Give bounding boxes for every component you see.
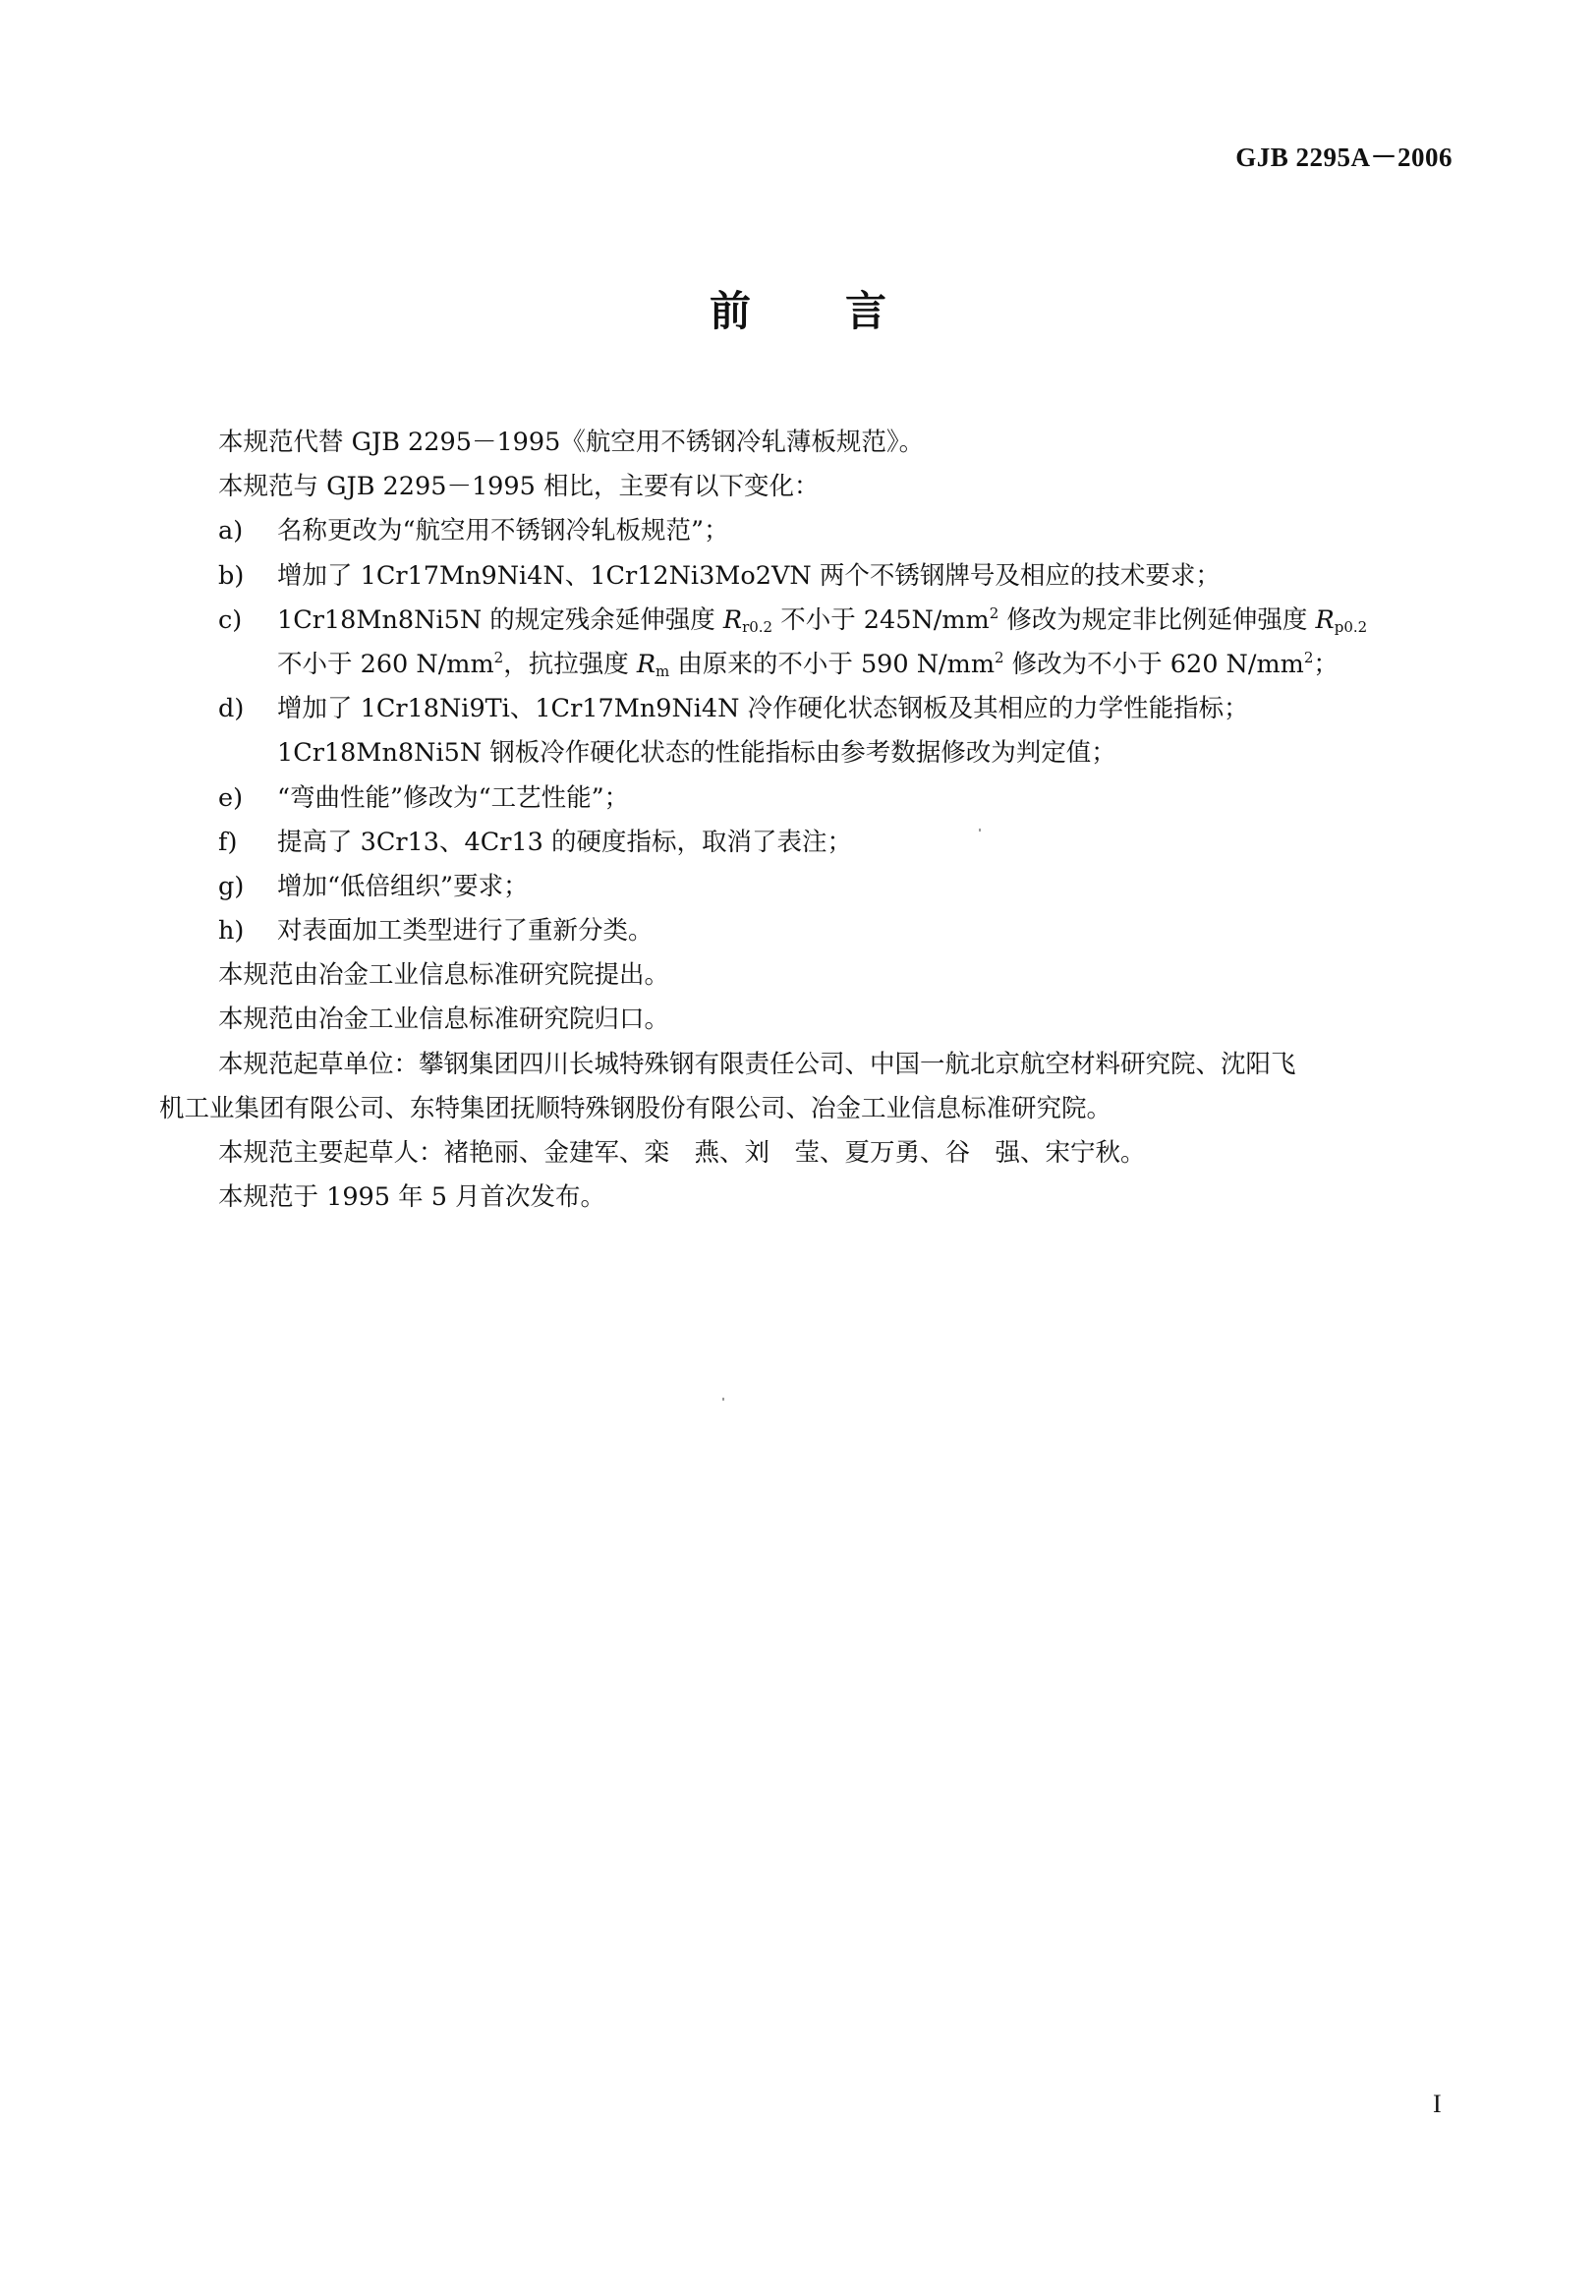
list-text: “弯曲性能”修改为“工艺性能”；: [277, 782, 630, 813]
paragraph-drafters: 本规范主要起草人：褚艳丽、金建军、栾 燕、刘 莹、夏万勇、谷 强、宋宁秋。: [218, 1138, 1146, 1168]
paragraph-drafting-units: 本规范起草单位：攀钢集团四川长城特殊钢有限责任公司、中国一航北京航空材料研究院、沈阳飞: [218, 1049, 1296, 1079]
list-text: 对表面加工类型进行了重新分类。: [277, 916, 654, 947]
list-item-e: [159, 776, 1456, 821]
list-item-b: [159, 554, 1456, 599]
list-label: a): [218, 516, 244, 546]
list-label: g): [218, 871, 245, 901]
list-text: 增加了 1Cr17Mn9Ni4N、1Cr12Ni3Mo2VN 两个不锈钢牌号及相应的技术要求；: [277, 560, 1221, 591]
list-text: 由原来的不小于 590 N/mm: [669, 649, 996, 679]
list-label: e): [218, 782, 244, 813]
title-char-2: 言: [845, 287, 887, 335]
page-title: [0, 279, 1596, 338]
superscript: 2: [989, 603, 999, 622]
paragraph-replaces: 本规范代替 GJB 2295－1995《航空用不锈钢冷轧薄板规范》。: [218, 428, 925, 457]
list-item-a: [159, 509, 1456, 553]
superscript: 2: [995, 648, 1004, 666]
scan-speck: [979, 829, 981, 832]
list-item-h: [159, 909, 1456, 953]
list-label: h): [218, 916, 245, 947]
paragraph-drafting-units-continued: 机工业集团有限公司、东特集团抚顺特殊钢股份有限公司、冶金工业信息标准研究院。: [159, 1093, 1112, 1123]
list-text: 不小于 260 N/mm: [277, 649, 494, 679]
list-text: 名称更改为“航空用不锈钢冷轧板规范”；: [277, 516, 729, 546]
paragraph-first-issued: 本规范于 1995 年 5 月首次发布。: [218, 1182, 606, 1213]
superscript: 2: [1303, 648, 1314, 666]
list-text: ，抗拉强度: [503, 649, 637, 679]
list-item-d: [159, 687, 1456, 731]
list-label: f): [218, 827, 238, 857]
list-text: 修改为规定非比例延伸强度: [998, 604, 1316, 635]
list-text: 不小于 245N/mm: [772, 604, 990, 635]
title-char-1: 前: [709, 287, 751, 335]
variable-R: R: [1315, 604, 1335, 635]
page-number: I: [1433, 2090, 1442, 2118]
list-item-c-continued: [159, 643, 1456, 687]
paragraph-managed-by: 本规范由冶金工业信息标准研究院归口。: [218, 1004, 670, 1035]
list-text: 修改为不小于 620 N/mm: [1003, 649, 1304, 679]
subscript: r0.2: [742, 617, 773, 636]
list-text: 增加了 1Cr18Ni9Ti、1Cr17Mn9Ni4N 冷作硬化状态钢板及其相应的力学性能指标；: [277, 694, 1249, 724]
list-text: 1Cr18Mn8Ni5N 的规定残余延伸强度: [277, 604, 723, 635]
scan-speck: [722, 1398, 724, 1401]
subscript: p0.2: [1334, 617, 1368, 636]
subscript: m: [656, 661, 670, 680]
superscript: 2: [493, 648, 504, 666]
list-label: d): [218, 694, 245, 724]
list-item-f: [159, 821, 1456, 865]
list-text: ；: [1313, 649, 1339, 679]
list-label: b): [218, 560, 245, 591]
variable-R: R: [722, 604, 743, 635]
list-item-c: [159, 599, 1456, 643]
document-code: GJB 2295A－2006: [1235, 143, 1453, 172]
variable-R: R: [636, 649, 656, 679]
list-item-g: [159, 865, 1456, 909]
list-item-d-continued: [159, 731, 1456, 775]
paragraph-changes-intro: 本规范与 GJB 2295－1995 相比，主要有以下变化：: [218, 472, 820, 502]
paragraph-proposed-by: 本规范由冶金工业信息标准研究院提出。: [218, 960, 670, 991]
list-label: c): [218, 604, 243, 635]
list-text: 增加“低倍组织”要求；: [277, 871, 529, 901]
list-text: 1Cr18Mn8Ni5N 钢板冷作硬化状态的性能指标由参考数据修改为判定值；: [277, 738, 1116, 769]
document-body: [159, 421, 1456, 1220]
list-text: 提高了 3Cr13、4Cr13 的硬度指标，取消了表注；: [277, 827, 852, 857]
